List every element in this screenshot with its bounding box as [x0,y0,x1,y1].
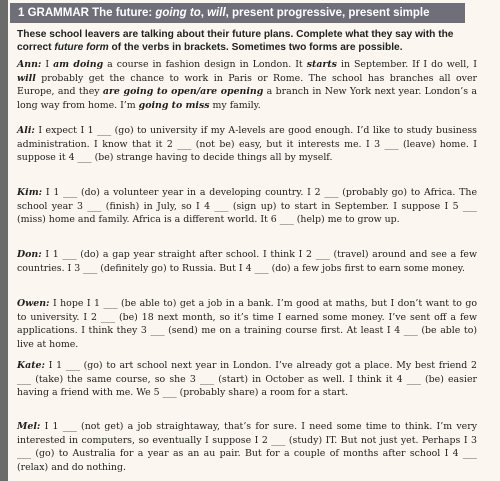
paragraph-don [17,248,477,275]
instructions-text-2: of the verbs in brackets. Sometimes two forms are possible. [108,42,403,53]
speaker-ali: Ali: [17,125,35,136]
don-text: I 1 ___ (do) a gap year straight after school. I think I 2 ___ (travel) around and see a few countries. I 3 ___ (definitely go) to Russia. But I 4 ___ (do) a few jobs first to earn some money. [17,249,477,274]
paragraph-mel [17,420,477,474]
header-title: GRAMMAR The future: [27,7,156,19]
instructions-text-1: These school leavers are talking about their future plans. Complete what they say with the correct [17,29,454,53]
ali-text: I expect I 1 ___ (go) to university if my A-levels are good enough. I’d like to study business administration. I know that it 2 ___ (not be) easy, but it interests me. I 3 ___ (leave) home. I suppose it 4 ___ (be) strange having to decide things all by myself. [17,125,477,164]
ann-text: in September. If I do well, I [336,59,477,70]
ann-text: my family. [209,99,261,111]
ann-example-answer: am doing [53,59,104,70]
speaker-mel: Mel: [17,421,41,432]
paragraph-kim [17,186,477,227]
header-sep: , [200,7,208,19]
paragraph-owen [17,297,477,351]
speaker-ann: Ann: [17,59,42,70]
ann-example-answer: going to miss [138,99,210,111]
owen-text: I hope I 1 ___ (be able to) get a job in a bank. I’m good at maths, but I don’t want to go to university. I 2 ___ (be) 18 next month, so it’s time I earned some money. I’ve sent off a few applications. I think they 3 ___ (send) me on a training course first. At least I 4 ___ (be able to) live at home. [17,298,477,350]
ann-text: a branch in New York next year. London’s a long way from home. I’m [17,86,478,111]
ann-text: a course in fashion design in London. It [103,59,307,70]
speaker-kim: Kim: [17,187,43,198]
speaker-owen: Owen: [17,298,50,309]
paragraph-ann [17,58,477,112]
ann-text: probably get the chance to work in Paris or Rome. The school has branches all over Europe, and they [17,72,477,98]
header-going-to: going to [155,7,201,19]
ann-text: I [41,59,54,70]
instructions [17,28,472,54]
kim-text: I 1 ___ (do) a volunteer year in a developing country. I 2 ___ (probably go) to Africa. The school year 3 ___ (finish) in July, so I 4 ___ (sign up) to start in September. I suppose I 5 ___ (miss) home and family. Africa is a different world. It 6 ___ (help) me to grow up. [17,187,477,226]
header-will: will [207,7,226,19]
paragraph-ali [17,124,477,165]
exercise-header [10,3,465,23]
page-edge-shadow [0,0,8,481]
speaker-don: Don: [17,249,42,260]
ann-example-answer: will [17,72,36,84]
speaker-kate: Kate: [17,360,45,371]
mel-text: I 1 ___ (not get) a job straightaway, that’s for sure. I need some time to think. I’m very interested in computers, so eventually I suppose I 2 ___ (study) IT. But not just yet. Perhaps I 3 ___ (go) to Australia for a year as an au pair. But for a couple of months after school I 4 ___ (relax) and do nothing. [17,421,477,473]
header-rest: , present progressive, present simple [225,7,430,19]
kate-text: I 1 ___ (go) to art school next year in London. I’ve already got a place. My best friend 2 ___ (take) the same course, so she 3 ___ (start) in October as well. I think it 4 ___ (be) easier having a friend with me. We 5 ___ (probably share) a room for a start. [17,360,477,399]
paragraph-kate [17,359,477,400]
ann-example-answer: are going to open/are opening [102,86,264,98]
instructions-future-form: future form [54,42,109,53]
exercise-number: 1 [18,7,25,19]
ann-example-answer: starts [306,59,337,70]
